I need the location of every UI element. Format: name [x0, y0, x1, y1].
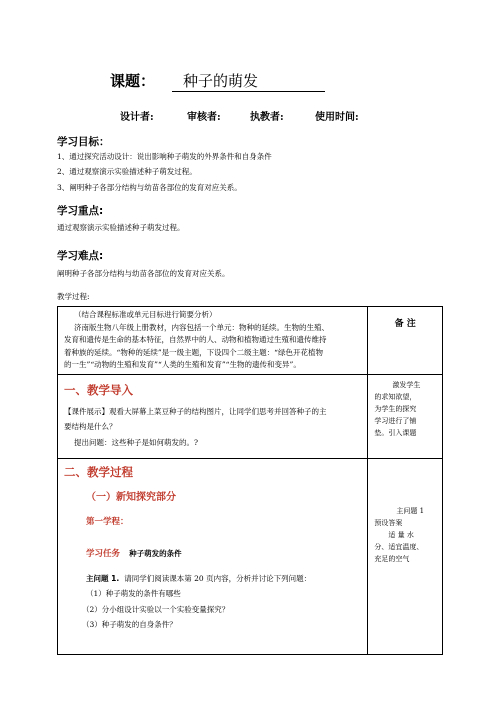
use-time-label: 使用时间:: [315, 112, 359, 123]
learn-title: 第一学程：: [86, 516, 129, 527]
note-line: 学习进行了铺: [374, 416, 417, 425]
objective-item: 3、阐明种子各部分结构与幼苗各部位的发育对应关系。: [57, 183, 242, 192]
note-line: 主问题 1: [396, 506, 425, 515]
intro-note-cell: [368, 374, 443, 458]
title-label: 课题：: [110, 72, 156, 90]
lesson-title: [110, 70, 330, 92]
section-process-title: 二、教学过程: [64, 464, 133, 479]
table-row: [58, 307, 443, 375]
note-line: 充足的空气: [374, 554, 410, 563]
note-line: 垫。引入课题: [374, 428, 417, 437]
analysis-line: 济南版生物八年级上册教材，内容包括一个单元：物种的延续。生物的生殖、: [74, 322, 329, 332]
designer-label: 设计者:: [120, 112, 154, 123]
title-text: 种子的萌发: [183, 72, 259, 90]
note-line: 激发学生: [392, 380, 421, 389]
reviewer-label: 审核者:: [187, 112, 221, 123]
task-label: 学习任务: [86, 548, 121, 559]
table-row: [58, 458, 443, 654]
key-points-heading: 学习重点:: [57, 205, 104, 217]
note-header-cell: [368, 307, 443, 375]
objective-item: 1、通过探究活动设计：说出影响种子萌发的外界条件和自身条件: [57, 152, 272, 161]
objective-item: 2、通过观察演示实验描述种子萌发过程。: [57, 167, 197, 176]
sub-question: （1）种子萌发的条件有哪些: [86, 589, 181, 598]
note-line: 分、适宜温度、: [374, 542, 424, 551]
sub-question: （3）种子萌发的自身条件？: [82, 620, 177, 629]
process-note-cell: [368, 458, 443, 654]
question-row: [64, 566, 361, 586]
process-label: 教学过程:: [57, 292, 90, 301]
part-title: （一）新知探究部分: [86, 491, 176, 503]
task-text: 种子萌发的条件: [129, 548, 182, 558]
intro-line: 要结构是什么？: [64, 422, 117, 431]
intro-line: 【课件展示】观看大屏幕上菜豆种子的结构图片，让同学们思考并回答种子的主: [64, 406, 327, 416]
note-line: 为学生的探究: [374, 404, 417, 413]
note-line: 适 量 水: [388, 530, 414, 539]
note-header: 备 注: [394, 319, 416, 329]
meta-row: [120, 108, 450, 122]
process-table: [57, 306, 443, 655]
section-intro-title: 一、教学导入: [64, 382, 133, 397]
difficulties-text: 阐明种子各部分结构与幼苗各部位的发育对应关系。: [57, 269, 230, 278]
analysis-line: 着种族的延续。“物种的延续”是一级主题，下设四个二级主题：“绿色开花植物: [64, 347, 324, 357]
sub-question: （2）分小组设计实验以一个实验变量探究？: [82, 604, 230, 614]
task-row: [64, 541, 361, 560]
title-underline: [172, 91, 325, 92]
question-label: 主问题 1.: [86, 573, 120, 583]
teacher-label: 执教者:: [250, 112, 284, 123]
analysis-line: （结合课程标准或单元目标进行简要分析）: [74, 310, 217, 319]
note-line: 预设答案: [374, 518, 403, 527]
question-text: 请同学们阅读课本第 20 页内容，分析并讨论下列问题：: [124, 573, 312, 583]
process-cell: [58, 458, 368, 654]
analysis-cell: [58, 307, 368, 375]
analysis-line: 发育和遗传是生命的基本特征，自然界中的人、动物和植物通过生殖和遗传维持: [64, 335, 327, 344]
intro-line: 提出问题：这些种子是如何萌发的。?: [74, 437, 199, 447]
key-points-text: 通过观察演示实验描述种子萌发过程。: [57, 223, 185, 232]
difficulties-heading: 学习难点:: [57, 250, 104, 262]
note-line: 的求知欲望，: [374, 392, 417, 401]
table-row: [58, 374, 443, 458]
intro-cell: [58, 374, 368, 458]
analysis-line: 的一生”“动物的生殖和发育”“人类的生殖和发育”“生物的遗传和变异”。: [64, 360, 301, 369]
objectives-heading: 学习目标：: [57, 136, 110, 148]
